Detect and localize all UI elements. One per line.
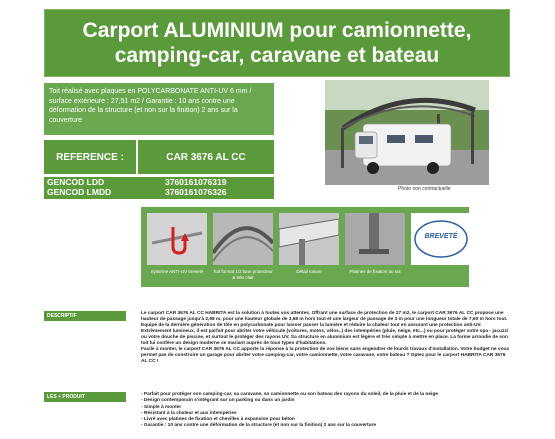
thumbnail-label: Détail toiture <box>296 269 322 274</box>
thumbnail-anti-uv <box>147 213 207 265</box>
description-paragraph: Facile à monter, le carport CAR 3676 AL CC apporte la réponse à la protection de vos biens sans engendrer de lourds travaux d'installation. Votre budget ne vous permet pas de construire un garage pour abriter votre camping-car, votre camionnette, votre caravane, votre bateau ? Optez pour le carport HABRITA CAR 3676 AL CC ! <box>141 347 510 364</box>
roof-illustration <box>213 213 273 265</box>
list-item: - Garantie : 10 ans contre une déformation de la structure (et non sur la finition) 2 ans sur la couverture <box>141 423 377 429</box>
product-title: Carport ALUMINIUM pour camionnette, camping-car, caravane et bateau <box>44 9 510 77</box>
patent-badge-text: BREVETÉ <box>424 233 458 240</box>
reference-label: REFERENCE : <box>44 140 136 174</box>
gencod-label: GENCOD LMDD <box>47 187 112 197</box>
roof-detail-illustration <box>279 213 339 265</box>
list-item: - Simple à monter <box>141 404 182 410</box>
thumbnail-roof-detail <box>279 213 339 265</box>
reference-value: CAR 3676 AL CC <box>138 140 274 174</box>
photo-caption: Photo non contractuelle <box>398 186 451 192</box>
thumbnail-label: Platines de fixation au sol <box>349 269 401 274</box>
list-item: - Livré avec platines de fixation et chevilles à expansion pour béton <box>141 417 295 423</box>
product-photo <box>325 80 489 185</box>
summary-box: Toit réalisé avec plaques en POLYCARBONATE ANTI-UV 6 mm / surface extérieure : 27,51 m2 / Garantie : 10 ans contre une déformation de la structure (et non sur la finition) 2 ans sur la couverture <box>44 83 274 135</box>
carport-photo-illustration <box>325 80 489 185</box>
thumbnail-label: Systeme ANTI-UV breveté <box>150 269 204 274</box>
gencod-value: 3760161076319 <box>165 177 227 187</box>
list-item: - Parfait pour protéger son camping-car, sa caravane, sa camionnette ou son bateau des rayons du soleil, de la pluie et de la neige <box>141 392 438 397</box>
thumbnail-patent <box>411 213 471 265</box>
thumbnail-strip <box>141 207 469 287</box>
gencod-block <box>44 177 274 199</box>
list-item: - Résistant à la chaleur et aux intempéries <box>141 410 237 416</box>
gencod-row <box>44 177 274 187</box>
description-text <box>141 311 511 365</box>
gencod-value: 3760161076326 <box>165 187 227 197</box>
thumbnail-base-plate <box>345 213 405 265</box>
description-paragraph: Le carport CAR 3676 AL CC HABRITA est la solution à toutes vos attentes. Offrant une surface de protection de 27 m2, le carport CAR 3676 AL CC propose une hauteur de passage jusqu'à 2,98 m, pour une hauteur globale de 3,68 m hors tout et une largeur de passage de 3 m pour une longueur totale de 7,60 m hors tout. Equipé de la dernière génération de tôle en polycarbonate pour laisser passer la lumière et réduire la chaleur tout en assurant une protection anti-UV. Extrêmement lumineux, il est parfait pour abriter votre véhicule (voitures, motos, vélos..) des intempéries (pluie, neige, etc...) ou pour protéger votre spa - jacuzzi ou votre douche de piscine, et surtout le protéger des rayons UV. Sa structure en aluminium est légère et très simple à mettre en place. La forme arrondie de son toit lui confère un design moderne se mariant auprès de tous types d'habitations. <box>141 311 509 346</box>
base-plate-illustration <box>345 213 405 265</box>
thumbnail-roof <box>213 213 273 265</box>
plus-heading: LES + PRODUIT <box>44 392 126 402</box>
gencod-label: GENCOD LDD <box>47 177 105 187</box>
plus-list <box>141 392 511 430</box>
description-heading: DESCRIPTIF <box>44 311 126 321</box>
gencod-row <box>44 187 274 197</box>
thumbnail-label: Toit format 1/2 lune protecteur & très clair <box>213 269 273 280</box>
list-item: - Design contemporain s'intégrant sur un parking ou dans un jardin <box>141 398 295 404</box>
anti-uv-illustration <box>147 213 207 265</box>
